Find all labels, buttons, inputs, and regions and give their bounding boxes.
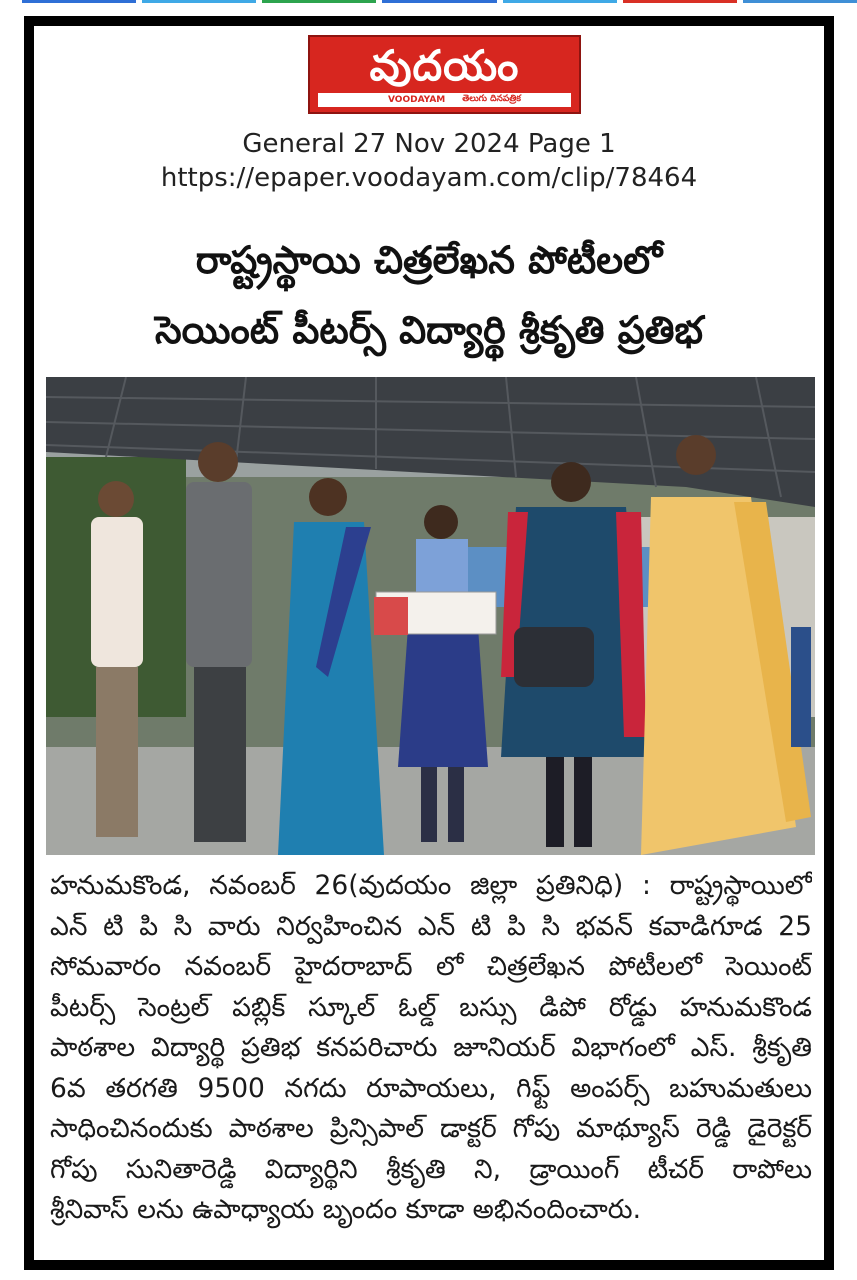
strip-segment	[382, 0, 496, 3]
strip-segment	[623, 0, 737, 3]
article-line: సాధించినందుకు పాఠశాల ప్రిన్సిపాల్ డాక్టర్ గోపు మాథ్యూస్ రెడ్డి డైరెక్టర్	[50, 1113, 812, 1144]
article-line: పాఠశాల విద్యార్థి ప్రతిభ కనపరిచారు జూనియర్ విభాగంలో ఎస్. శ్రీకృతి	[50, 1032, 812, 1063]
article-line: ఎన్ టి పి సి వారు నిర్వహించిన ఎన్ టి పి సి భవన్ కవాడిగూడ 25	[50, 910, 812, 942]
masthead-english-name: VOODAYAM	[388, 95, 446, 105]
top-color-strip	[0, 0, 857, 4]
news-photo	[46, 377, 815, 855]
clip-url[interactable]: https://epaper.voodayam.com/clip/78464	[160, 163, 698, 193]
epaper-clip-frame	[24, 16, 834, 1270]
article-line: శ్రీనివాస్ లను ఉపాధ్యాయ బృందం కూడా అభినందించారు.	[50, 1194, 642, 1225]
masthead-band	[318, 93, 571, 107]
article-line: హనుమకొండ, నవంబర్ 26(వుదయం జిల్లా ప్రతినిధి) : రాష్ట్రస్థాయిలో	[50, 870, 812, 901]
strip-segment	[743, 0, 857, 3]
masthead-logo-text: వుదయం	[369, 41, 520, 90]
article-line: సోమవారం నవంబర్ హైదరాబాద్ లో చిత్రలేఖన పోటీలలో సెయింట్	[50, 951, 812, 982]
article-line: 6వ తరగతి 9500 నగదు రూపాయలు, గిఫ్ట్ అంపర్స్ బహుమతులు	[50, 1072, 812, 1104]
article-body	[50, 866, 812, 1231]
strip-segment	[503, 0, 617, 3]
headline-line-2: సెయింట్ పీటర్స్ విద్యార్థి శ్రీకృతి ప్రతిభ	[155, 308, 703, 352]
headline-line-1: రాష్ట్రస్థాయి చిత్రలేఖన పోటీలలో	[195, 238, 663, 282]
news-photo-illustration	[46, 377, 815, 855]
masthead-tagline: తెలుగు దినపత్రిక	[462, 94, 521, 104]
strip-segment	[262, 0, 376, 3]
strip-segment	[142, 0, 256, 3]
newspaper-masthead-logo	[308, 35, 581, 114]
edition-line: General 27 Nov 2024 Page 1	[242, 129, 616, 159]
strip-segment	[22, 0, 136, 3]
article-line: గోపు సునితారెడ్డి విద్యార్థిని శ్రీకృతి ని, డ్రాయింగ్ టీచర్ రాపోలు	[50, 1153, 812, 1185]
article-line: పీటర్స్ సెంట్రల్ పబ్లిక్ స్కూల్ ఓల్డ్ బస్సు డిపో రోడ్డు హనుమకొండ	[50, 991, 812, 1023]
